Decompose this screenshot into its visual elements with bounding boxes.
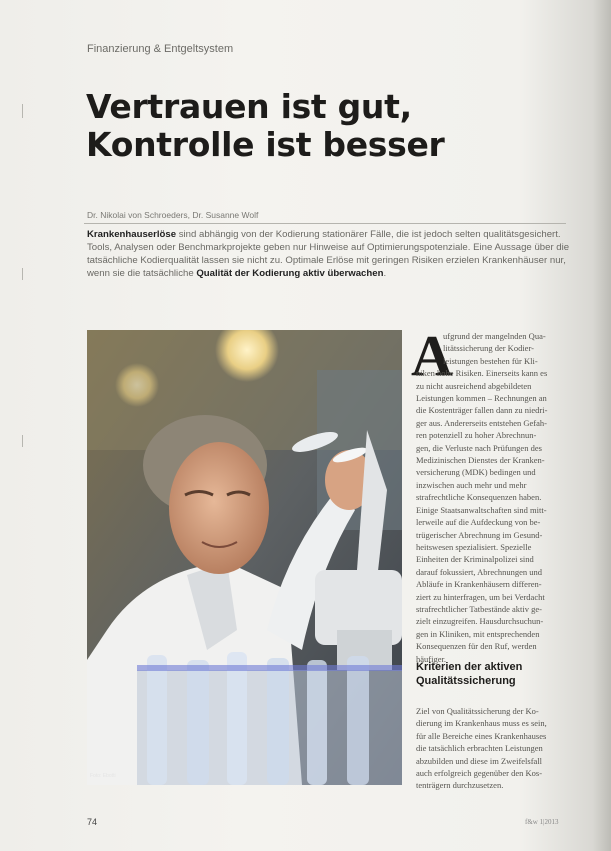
body-text-line: Einheiten der Kriminalpolizei sind — [416, 554, 534, 565]
body-text-line: für alle Bereiche eines Krankenhauses — [416, 730, 547, 741]
byline-divider — [84, 223, 566, 224]
body-column-text — [416, 705, 566, 792]
body-text-line: Einige Staatsanwaltschaften sind mitt- — [416, 504, 547, 515]
body-text-line: ger aus. Andererseits entstehen Gefah- — [416, 417, 547, 428]
body-text-line: Medizinischen Dienstes der Kranken- — [416, 455, 545, 466]
body-text-line: ufgrund der mangelnden Qua- — [443, 331, 546, 341]
body-text-line: zu nicht ausreichend abgebildeten — [416, 380, 532, 391]
body-text-line: heitswesen spezialisiert. Spezielle — [416, 541, 532, 552]
lead-highlight: Krankenhauserlöse — [87, 229, 177, 240]
author-byline: Dr. Nikolai von Schroeders, Dr. Susanne Wolf — [87, 210, 259, 220]
body-text-line: ziert zu hinterfragen, um bei Verdacht — [416, 591, 545, 602]
lead-text: sind abhängig von der Kodierung stationärer Fälle, die ist jedoch selten qualitätsgesichert. Tools, Analysen oder Benchmarkprojekte geben nur Hinweise auf Optimierungspotenziale. Eine Aussage über die tatsächliche Kodierqualität lassen sie nicht zu. Optimale Erlöse mit geringen Risiken erzielen Krankenhäuser nur, wenn sie die tatsächliche — [87, 229, 570, 279]
lead-paragraph — [87, 228, 572, 280]
body-text-line: lerweile auf die Aufdeckung von be- — [416, 517, 541, 528]
journal-name: f&w 1|2013 — [525, 818, 559, 826]
body-text-line: Leistungen kommen – Rechnungen an — [416, 393, 547, 404]
body-text-line: gen in Kliniken, mit entsprechenden — [416, 628, 540, 639]
margin-mark — [22, 104, 23, 118]
body-text-line: darauf fokussiert, Abrechnungen und — [416, 566, 543, 577]
body-text-line: versicherung (MDK) bedingen und — [416, 467, 536, 478]
lead-highlight: Qualität der Kodierung aktiv überwachen — [196, 268, 384, 279]
subheading: Kriterien der aktiven Qualitätssicherung — [416, 661, 523, 687]
title-line: Kontrolle ist besser — [86, 125, 445, 164]
section-label: Finanzierung & Entgeltsystem — [87, 43, 234, 55]
margin-mark — [22, 268, 23, 280]
body-text-line: ren potenziell zu hoher Abrechnun- — [416, 430, 537, 441]
body-column-text — [416, 330, 566, 665]
body-text-line: litätssicherung der Kodier- — [443, 343, 534, 354]
body-text-line: gen, die Verluste nach Prüfungen des — [416, 442, 542, 453]
body-text-line: häufiger. — [416, 653, 446, 664]
body-text-line: leistungen bestehen für Kli- — [443, 355, 538, 366]
body-text-line: die tatsächlich erbrachten Leistungen — [416, 743, 543, 754]
drop-cap: A — [411, 323, 453, 388]
body-text-line: inzwischen auch mehr und mehr — [416, 479, 527, 490]
lab-scientist-photo — [87, 330, 402, 785]
photo-credit: Foto: Ebotti — [90, 773, 116, 779]
body-text-line: zielt einzugreifen. Hausdurchsuchun- — [416, 616, 544, 627]
body-text-line: Abläufe in Krankenhäusern differen- — [416, 579, 542, 590]
title-line: Vertrauen ist gut, — [86, 87, 412, 126]
article-photo — [87, 330, 402, 785]
body-text-line: tenträgern durchzusetzen. — [416, 780, 504, 791]
margin-mark — [22, 435, 23, 447]
body-text-line: abzubilden und diese im Zweifelsfall — [416, 755, 543, 766]
lead-text: . — [383, 268, 387, 279]
body-text-line: dierung im Krankenhaus muss es sein, — [416, 718, 547, 729]
body-text-line: niken hohe Risiken. Einerseits kann es — [416, 368, 548, 379]
body-text-line: strafrechtlicher Tatbestände aktiv ge- — [416, 603, 542, 614]
body-text-line: Konsequenzen für den Ruf, werden — [416, 641, 537, 652]
body-text-line: strafrechtliche Konsequenzen haben. — [416, 492, 542, 503]
page-number: 74 — [87, 817, 98, 827]
body-text-line: Ziel von Qualitätssicherung der Ko- — [416, 706, 539, 716]
body-text-line: die Kostenträger fallen dann zu niedri- — [416, 405, 548, 416]
article-title — [86, 88, 506, 164]
body-text-line: trügerischer Abrechnung im Gesund- — [416, 529, 543, 540]
body-text-line: auch erfolgreich gegenüber den Kos- — [416, 768, 543, 779]
